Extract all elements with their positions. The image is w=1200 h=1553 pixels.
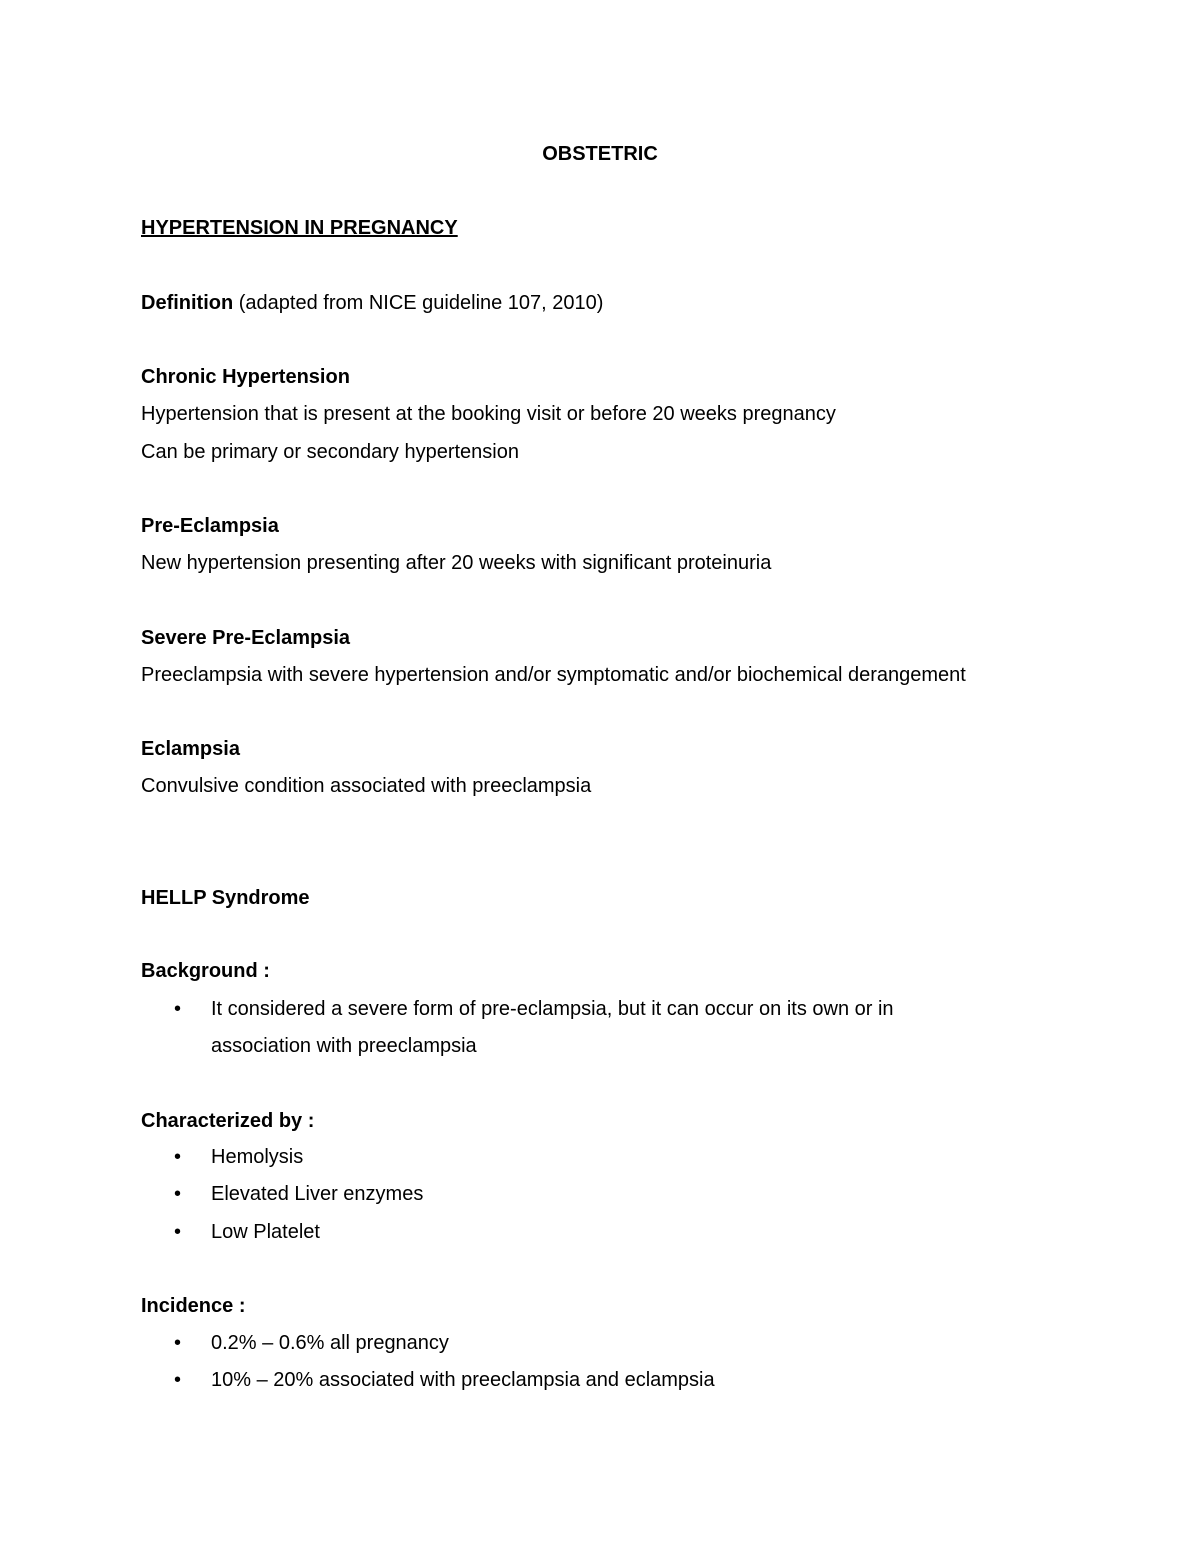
background-label: Background : <box>141 960 270 982</box>
bullet-marker: • <box>174 1369 182 1391</box>
bullet-marker: • <box>174 1146 182 1168</box>
pre-eclampsia-line: New hypertension presenting after 20 weeks with significant proteinuria <box>141 552 772 574</box>
background-bullet-text-continued: association with preeclampsia <box>211 1035 477 1057</box>
hellp-heading: HELLP Syndrome <box>141 887 310 909</box>
chronic-heading: Chronic Hypertension <box>141 366 350 388</box>
chronic-line-1: Hypertension that is present at the booking visit or before 20 weeks pregnancy <box>141 403 836 425</box>
bullet-marker: • <box>174 998 182 1020</box>
eclampsia-line: Convulsive condition associated with preeclampsia <box>141 775 592 797</box>
incidence-bullet: 10% – 20% associated with preeclampsia and eclampsia <box>211 1369 715 1391</box>
pre-eclampsia-heading: Pre-Eclampsia <box>141 515 279 537</box>
characterized-label: Characterized by : <box>141 1110 315 1132</box>
chronic-line-2: Can be primary or secondary hypertension <box>141 441 519 463</box>
bullet-marker: • <box>174 1332 182 1354</box>
document-title: OBSTETRIC <box>542 143 658 165</box>
bullet-marker: • <box>174 1183 182 1205</box>
section-title: HYPERTENSION IN PREGNANCY <box>141 217 458 239</box>
characterized-bullet: Low Platelet <box>211 1221 320 1243</box>
severe-pre-eclampsia-line: Preeclampsia with severe hypertension and/or symptomatic and/or biochemical derangement <box>141 664 966 686</box>
incidence-label: Incidence : <box>141 1295 246 1317</box>
eclampsia-heading: Eclampsia <box>141 738 240 760</box>
characterized-bullet: Hemolysis <box>211 1146 304 1168</box>
definition-text: (adapted from NICE guideline 107, 2010) <box>233 292 604 314</box>
characterized-bullet: Elevated Liver enzymes <box>211 1183 424 1205</box>
bullet-marker: • <box>174 1221 182 1243</box>
definition-line <box>141 291 603 315</box>
severe-pre-eclampsia-heading: Severe Pre-Eclampsia <box>141 627 351 649</box>
background-bullet-text: It considered a severe form of pre-eclampsia, but it can occur on its own or in <box>211 998 894 1020</box>
incidence-bullet: 0.2% – 0.6% all pregnancy <box>211 1332 449 1354</box>
definition-label: Definition <box>141 292 234 314</box>
